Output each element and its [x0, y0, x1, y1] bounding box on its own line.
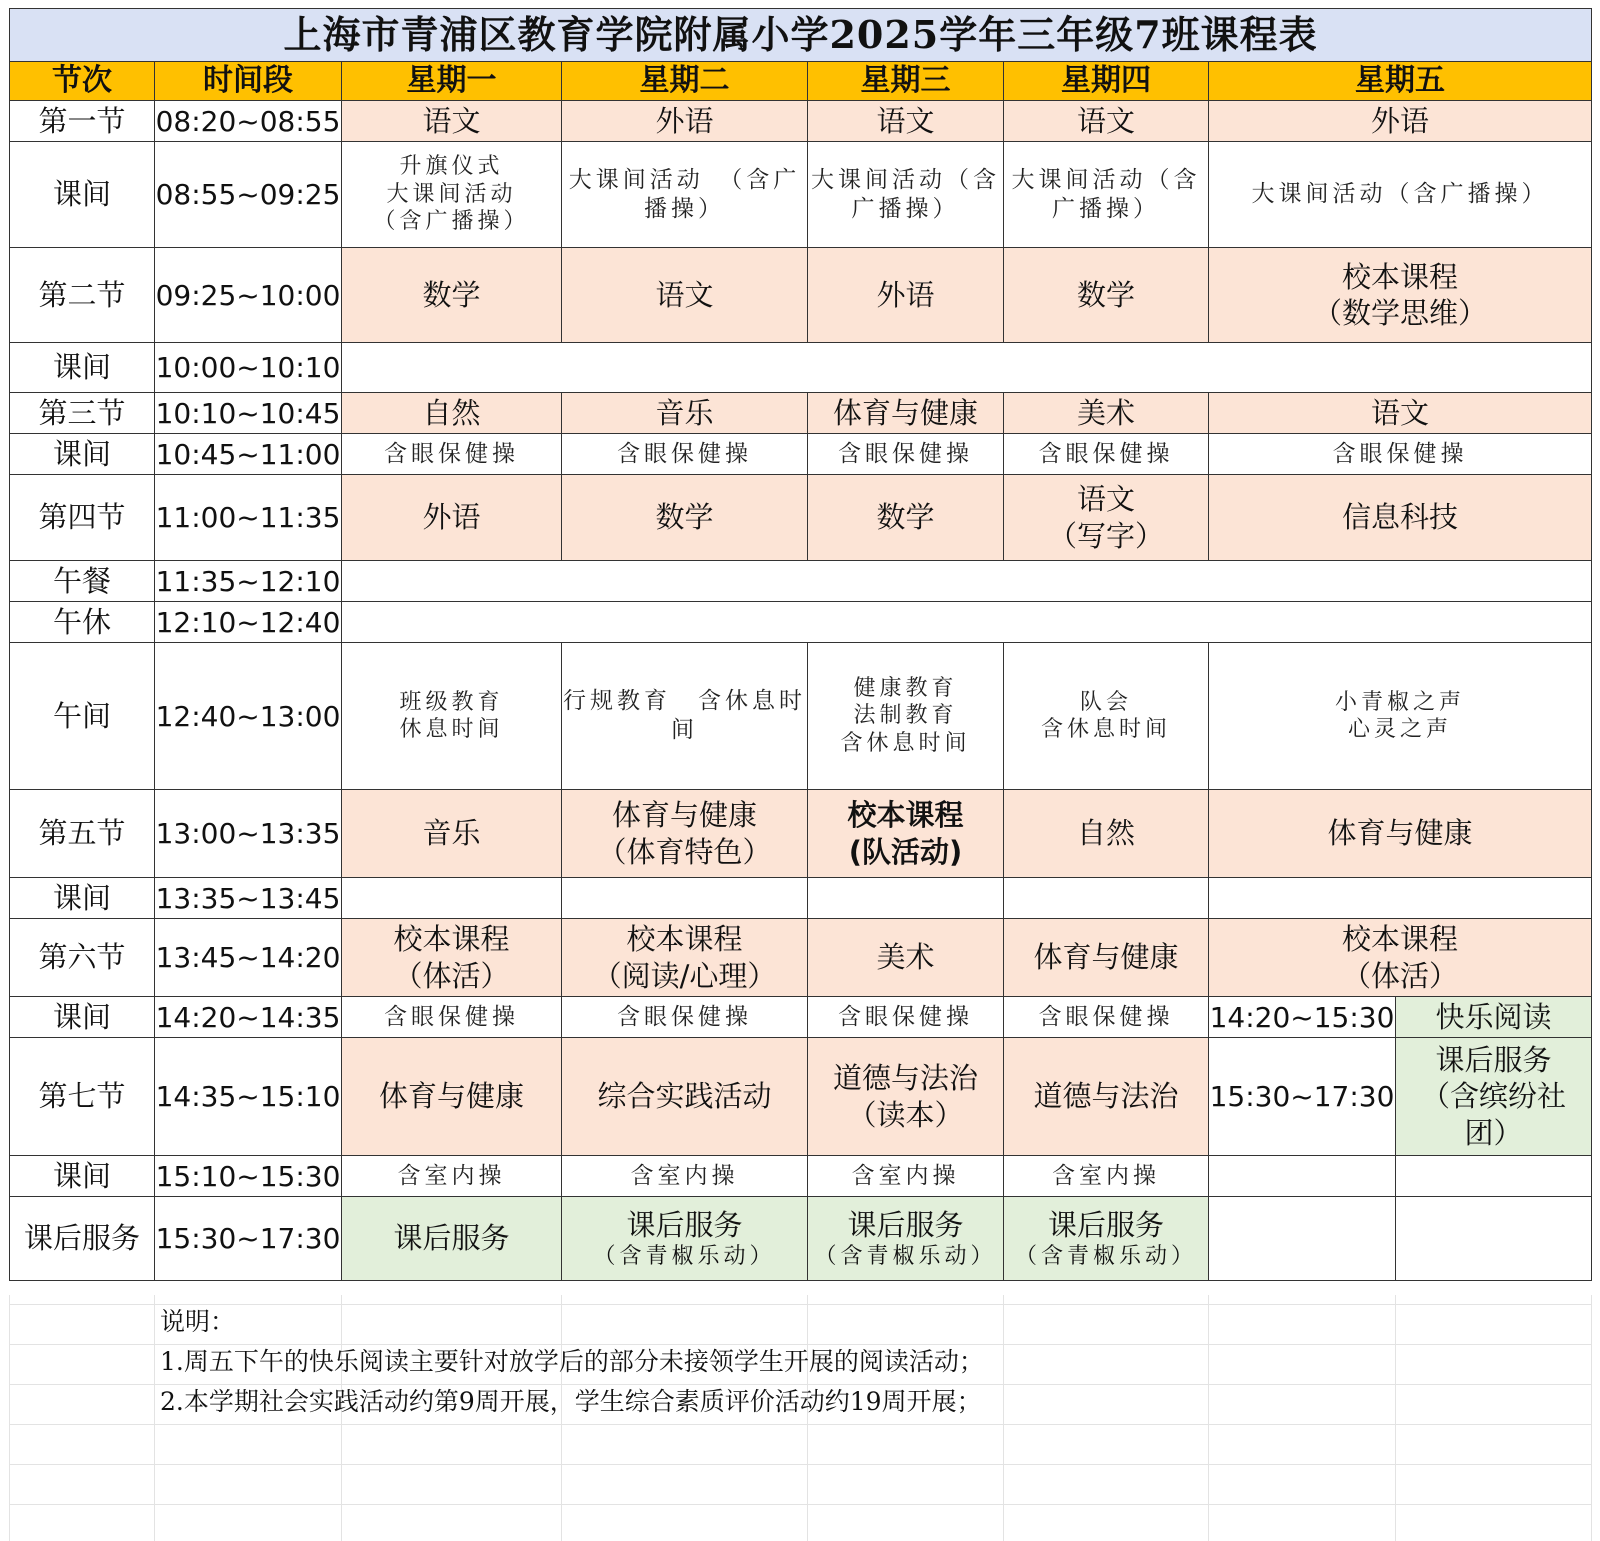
table-row — [10, 393, 1592, 434]
after-school-cell: 课后服务 — [342, 1197, 562, 1281]
empty-cell — [1209, 1156, 1396, 1197]
remark-line-1: 1.周五下午的快乐阅读主要针对放学后的部分未接领学生开展的阅读活动； — [160, 1347, 984, 1376]
table-row — [10, 142, 1592, 248]
time-range: 15:30~17:30 — [155, 1197, 342, 1281]
table-row — [10, 101, 1592, 142]
class-cell: 数学 — [562, 475, 808, 561]
remarks-heading: 说明： — [160, 1307, 236, 1336]
time-range: 14:20~14:35 — [155, 997, 342, 1038]
period-label: 午休 — [10, 602, 155, 643]
class-cell: 综合实践活动 — [562, 1038, 808, 1156]
class-cell: 数学 — [808, 475, 1004, 561]
time-range: 10:00~10:10 — [155, 343, 342, 393]
break-note: 含室内操 — [1004, 1156, 1209, 1197]
time-range: 12:10~12:40 — [155, 602, 342, 643]
break-note: 含室内操 — [808, 1156, 1004, 1197]
period-label: 第二节 — [10, 248, 155, 343]
table-row — [10, 997, 1592, 1038]
class-cell: 外语 — [1209, 101, 1592, 142]
break-note: 含室内操 — [342, 1156, 562, 1197]
header-thu: 星期四 — [1004, 62, 1209, 101]
time-range: 10:10~10:45 — [155, 393, 342, 434]
break-note: 大课间活动（含广播操） — [1004, 142, 1209, 248]
class-cell: 校本课程 (队活动) — [808, 790, 1004, 878]
empty-cell — [1396, 1197, 1592, 1281]
class-cell: 信息科技 — [1209, 475, 1592, 561]
class-cell: 语文 （写字） — [1004, 475, 1209, 561]
empty-cell — [1209, 1197, 1396, 1281]
class-cell: 数学 — [342, 248, 562, 343]
break-note: 含眼保健操 — [808, 997, 1004, 1038]
empty-cell — [562, 878, 808, 919]
table-row — [10, 434, 1592, 475]
after-school-service-cell: 课后服务 （含缤纷社 团） — [1396, 1038, 1592, 1156]
table-row — [10, 643, 1592, 790]
class-cell: 校本课程 （体活） — [342, 919, 562, 997]
class-cell: 语文 — [1004, 101, 1209, 142]
class-cell: 外语 — [562, 101, 808, 142]
class-cell: 自然 — [1004, 790, 1209, 878]
empty-cell — [342, 602, 1592, 643]
empty-cell — [808, 878, 1004, 919]
class-cell: 校本课程 （数学思维） — [1209, 248, 1592, 343]
header-period: 节次 — [10, 62, 155, 101]
period-label: 课间 — [10, 997, 155, 1038]
header-tue: 星期二 — [562, 62, 808, 101]
header-mon: 星期一 — [342, 62, 562, 101]
table-row — [10, 561, 1592, 602]
period-label: 第七节 — [10, 1038, 155, 1156]
period-label: 第六节 — [10, 919, 155, 997]
table-row — [10, 790, 1592, 878]
after-school-cell: 课后服务 （含青椒乐动） — [1004, 1197, 1209, 1281]
break-note: 含眼保健操 — [1004, 434, 1209, 475]
break-note: 大课间活动 （含广播操） — [562, 142, 808, 248]
table-row — [10, 1038, 1592, 1156]
table-title: 上海市青浦区教育学院附属小学2025学年三年级7班课程表 — [10, 9, 1592, 62]
period-label: 午间 — [10, 643, 155, 790]
period-label: 第一节 — [10, 101, 155, 142]
time-range: 15:10~15:30 — [155, 1156, 342, 1197]
noon-note: 健康教育 法制教育 含休息时间 — [808, 643, 1004, 790]
period-label: 课间 — [10, 343, 155, 393]
time-range: 10:45~11:00 — [155, 434, 342, 475]
class-cell: 体育与健康 — [808, 393, 1004, 434]
period-label: 课后服务 — [10, 1197, 155, 1281]
break-note: 含眼保健操 — [562, 434, 808, 475]
break-note: 含眼保健操 — [808, 434, 1004, 475]
break-note: 升旗仪式 大课间活动 （含广播操） — [342, 142, 562, 248]
class-cell: 语文 — [562, 248, 808, 343]
empty-cell — [342, 561, 1592, 602]
table-row — [10, 878, 1592, 919]
table-row — [10, 602, 1592, 643]
period-label: 课间 — [10, 434, 155, 475]
noon-note: 小青椒之声 心灵之声 — [1209, 643, 1592, 790]
after-school-cell: 课后服务 （含青椒乐动） — [808, 1197, 1004, 1281]
empty-cell — [1209, 878, 1592, 919]
time-range: 11:35~12:10 — [155, 561, 342, 602]
break-note: 含眼保健操 — [1209, 434, 1592, 475]
noon-note: 行规教育 含休息时间 — [562, 643, 808, 790]
class-cell: 体育与健康 — [1209, 790, 1592, 878]
break-note: 含眼保健操 — [1004, 997, 1209, 1038]
empty-cell — [342, 878, 562, 919]
class-cell: 体育与健康 — [1004, 919, 1209, 997]
class-cell: 体育与健康 （体育特色） — [562, 790, 808, 878]
class-cell: 外语 — [342, 475, 562, 561]
time-range: 13:00~13:35 — [155, 790, 342, 878]
class-cell: 美术 — [1004, 393, 1209, 434]
happy-reading-cell: 快乐阅读 — [1396, 997, 1592, 1038]
table-row — [10, 343, 1592, 393]
period-label: 午餐 — [10, 561, 155, 602]
class-cell: 语文 — [342, 101, 562, 142]
table-row — [10, 1156, 1592, 1197]
after-school-cell: 课后服务 （含青椒乐动） — [562, 1197, 808, 1281]
class-cell: 语文 — [1209, 393, 1592, 434]
period-label: 第五节 — [10, 790, 155, 878]
class-cell: 道德与法治 — [1004, 1038, 1209, 1156]
class-cell: 数学 — [1004, 248, 1209, 343]
class-cell: 自然 — [342, 393, 562, 434]
break-note: 含眼保健操 — [342, 434, 562, 475]
time-range: 09:25~10:00 — [155, 248, 342, 343]
class-cell: 美术 — [808, 919, 1004, 997]
noon-note: 队会 含休息时间 — [1004, 643, 1209, 790]
table-row — [10, 248, 1592, 343]
time-range: 13:45~14:20 — [155, 919, 342, 997]
class-cell: 体育与健康 — [342, 1038, 562, 1156]
break-note: 大课间活动（含广播操） — [1209, 142, 1592, 248]
period-label: 课间 — [10, 878, 155, 919]
header-time: 时间段 — [155, 62, 342, 101]
empty-cell — [1004, 878, 1209, 919]
period-label: 课间 — [10, 1156, 155, 1197]
fri-time-range: 15:30~17:30 — [1209, 1038, 1396, 1156]
remark-line-2: 2.本学期社会实践活动约第9周开展，学生综合素质评价活动约19周开展； — [160, 1387, 982, 1416]
time-range: 13:35~13:45 — [155, 878, 342, 919]
class-cell: 校本课程 （阅读/心理） — [562, 919, 808, 997]
noon-note: 班级教育 休息时间 — [342, 643, 562, 790]
break-note: 含室内操 — [562, 1156, 808, 1197]
break-note: 含眼保健操 — [562, 997, 808, 1038]
class-cell: 道德与法治 （读本） — [808, 1038, 1004, 1156]
period-label: 第三节 — [10, 393, 155, 434]
table-row — [10, 919, 1592, 997]
empty-cell — [342, 343, 1592, 393]
fri-time-range: 14:20~15:30 — [1209, 997, 1396, 1038]
header-wed: 星期三 — [808, 62, 1004, 101]
time-range: 14:35~15:10 — [155, 1038, 342, 1156]
class-cell: 语文 — [808, 101, 1004, 142]
time-range: 08:20~08:55 — [155, 101, 342, 142]
time-range: 11:00~11:35 — [155, 475, 342, 561]
period-label: 课间 — [10, 142, 155, 248]
table-row — [10, 1197, 1592, 1281]
class-cell: 音乐 — [342, 790, 562, 878]
header-fri: 星期五 — [1209, 62, 1592, 101]
table-row — [10, 475, 1592, 561]
period-label: 第四节 — [10, 475, 155, 561]
time-range: 08:55~09:25 — [155, 142, 342, 248]
class-cell: 外语 — [808, 248, 1004, 343]
timetable — [9, 8, 1592, 1281]
empty-cell — [1396, 1156, 1592, 1197]
class-cell: 校本课程 （体活） — [1209, 919, 1592, 997]
break-note: 含眼保健操 — [342, 997, 562, 1038]
time-range: 12:40~13:00 — [155, 643, 342, 790]
class-cell: 音乐 — [562, 393, 808, 434]
break-note: 大课间活动（含广播操） — [808, 142, 1004, 248]
